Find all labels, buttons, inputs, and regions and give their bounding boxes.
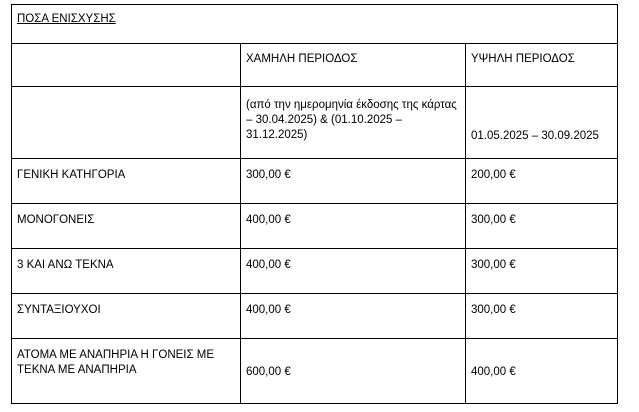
amount-high: 300,00 € [466, 249, 618, 294]
amount-low: 400,00 € [241, 294, 466, 339]
amount-low-cell [241, 339, 466, 404]
table-row [12, 294, 618, 339]
category-disability: ΑΤΟΜΑ ΜΕ ΑΝΑΠΗΡΙΑ Η ΓΟΝΕΙΣ ΜΕ ΤΕΚΝΑ ΜΕ ΑΝΑΠΗΡΙΑ [17, 349, 215, 376]
header-low-period: ΧΑΜΗΛΗ ΠΕΡΙΟΔΟΣ [241, 44, 466, 87]
table-row [12, 159, 618, 204]
amount-high: 300,00 € [466, 204, 618, 249]
dates-empty-cell [12, 87, 241, 159]
amount-low: 400,00 € [241, 249, 466, 294]
header-empty-cell [12, 44, 241, 87]
category-pensioners: ΣΥΝΤΑΞΙΟΥΧΟΙ [12, 294, 241, 339]
table-row [12, 339, 618, 404]
amount-low: 600,00 € [246, 366, 291, 378]
table-row [12, 204, 618, 249]
grant-amounts-table [11, 4, 618, 404]
category-disability-cell [12, 339, 241, 404]
dates-row [12, 87, 618, 159]
amount-high: 200,00 € [466, 159, 618, 204]
table-row [12, 249, 618, 294]
table-title: ΠΟΣΑ ΕΝΙΣΧΥΣΗΣ [17, 13, 116, 25]
header-high-period: ΥΨΗΛΗ ΠΕΡΙΟΔΟΣ [466, 44, 618, 87]
category-general: ΓΕΝΙΚΗ ΚΑΤΗΓΟΡΙΑ [12, 159, 241, 204]
amount-high: 300,00 € [466, 294, 618, 339]
table-title-cell [12, 5, 618, 44]
amount-low: 300,00 € [241, 159, 466, 204]
dates-low-cell [241, 87, 466, 159]
dates-high-cell [466, 87, 618, 159]
category-single-parents: ΜΟΝΟΓΟΝΕΙΣ [12, 204, 241, 249]
dates-high-period: 01.05.2025 – 30.09.2025 [471, 130, 599, 142]
category-large-families: 3 ΚΑΙ ΑΝΩ ΤΕΚΝΑ [12, 249, 241, 294]
title-row [12, 5, 618, 44]
dates-low-period: (από την ημερομηνία έκδοσης της κάρτας – 30.04.2025) & (01.10.2025 – 31.12.2025) [246, 99, 457, 141]
header-row [12, 44, 618, 87]
amount-high-cell [466, 339, 618, 404]
amount-low: 400,00 € [241, 204, 466, 249]
amount-high: 400,00 € [471, 366, 516, 378]
